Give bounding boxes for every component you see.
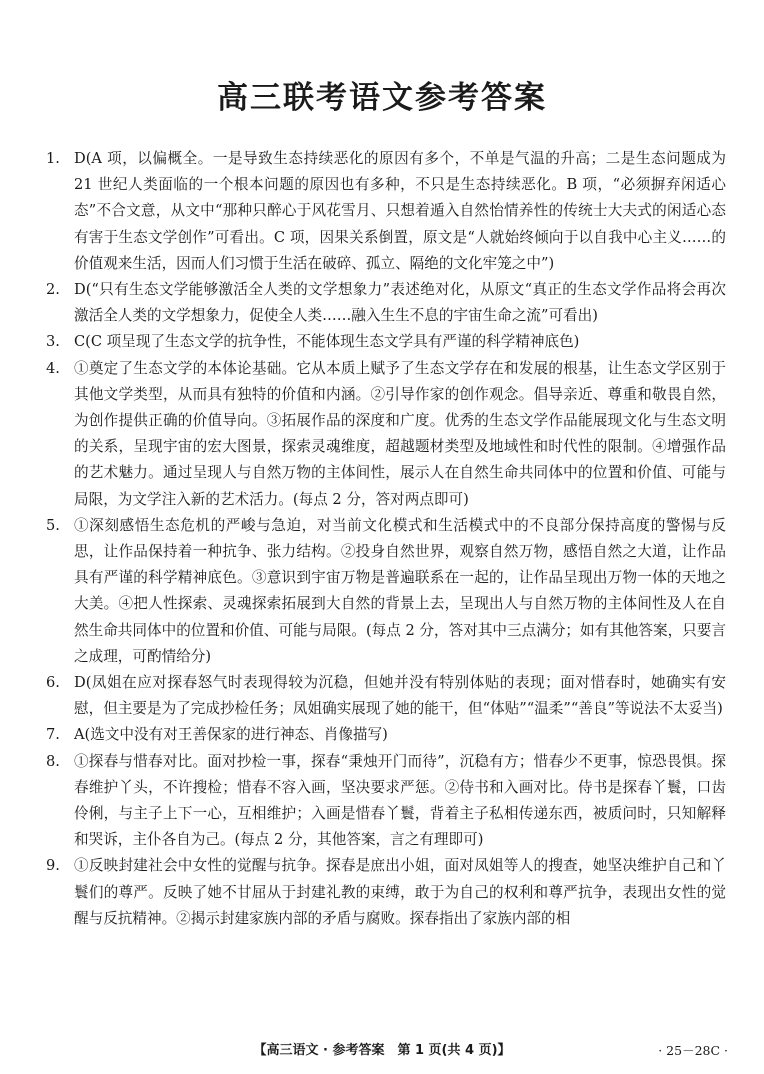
answer-text: ①反映封建社会中女性的觉醒与抗争。探春是庶出小姐，面对凤姐等人的搜查，她坚决维护自己和丫鬟们的尊严。反映了她不甘屈从于封建礼教的束缚，敢于为自己的权利和尊严抗争，表现出女性的觉醒与反抗精神。②揭示封建家族内部的矛盾与腐败。探春指出了家族内部的相 <box>74 857 726 927</box>
answer-text: ①探春与惜春对比。面对抄检一事，探春“秉烛开门而待”，沉稳有方；惜春少不更事，惊恐畏惧。探春维护丫头，不许搜检；惜春不容入画，坚决要求严惩。②侍书和入画对比。侍书是探春丫鬟，口齿伶俐，与主子上下一心，互相维护；入画是惜春丫鬟，背着主子私相传递东西，被质问时，只知解释和哭诉，主仆各自为己。(每点 2 分，其他答案，言之有理即可) <box>74 752 726 849</box>
answer-number: 1. <box>46 150 60 167</box>
answer-item-8 <box>46 749 726 854</box>
answer-item-5 <box>46 513 726 670</box>
answer-item-2 <box>46 277 726 329</box>
answer-text: D(凤姐在应对探春怒气时表现得较为沉稳，但她并没有特别体贴的表现；面对惜春时，她确实有安慰，但主要是为了完成抄检任务；凤姐确实展现了她的能干，但“体贴”“温柔”“善良”等说法不太妥当) <box>74 674 726 718</box>
answer-text: A(选文中没有对王善保家的进行神态、肖像描写) <box>74 726 388 744</box>
answer-item-1 <box>46 146 726 277</box>
answer-number: 5. <box>46 516 60 534</box>
answer-number: 8. <box>46 752 60 770</box>
page-title: 高三联考语文参考答案 <box>217 80 547 116</box>
answer-number: 4. <box>46 359 60 377</box>
answer-number: 2. <box>46 281 60 299</box>
answer-item-3 <box>46 329 726 355</box>
page-footer <box>0 1040 764 1062</box>
footer-page-info: 【高三语文 · 参考答案 第 1 页(共 4 页)】 <box>253 1043 511 1058</box>
answer-number: 7. <box>46 726 60 744</box>
answer-text: ①深刻感悟生态危机的严峻与急迫，对当前文化模式和生活模式中的不良部分保持高度的警惕与反思，让作品保持着一种抗争、张力结构。②投身自然世界，观察自然万物，感悟自然之大道，让作品具有严谨的科学精神底色。③意识到宇宙万物是普遍联系在一起的，让作品呈现出万物一体的天地之大美。④把人性探索、灵魂探索拓展到大自然的背景上去，呈现出人与自然万物的主体间性及人在自然生命共同体中的位置和价值、可能与局限。(每点 2 分，答对其中三点满分；如有其他答案，只要言之成理，可酌情给分) <box>74 516 726 665</box>
answer-list <box>46 146 726 932</box>
answer-number: 3. <box>46 333 60 351</box>
answer-item-4 <box>46 356 726 513</box>
answer-text: D(“只有生态文学能够激活全人类的文学想象力”表述绝对化，从原文“真正的生态文学作品将会再次激活全人类的文学想象力，促使全人类……融入生生不息的宇宙生命之流”可看出) <box>74 281 726 325</box>
answer-number: 6. <box>46 674 60 692</box>
answer-item-7 <box>46 722 726 748</box>
footer-code: · 25－28C · <box>658 1043 728 1058</box>
answer-item-9 <box>46 853 726 932</box>
answer-text: ①奠定了生态文学的本体论基础。它从本质上赋予了生态文学存在和发展的根基，让生态文学区别于其他文学类型，从而具有独特的价值和内涵。②引导作家的创作观念。倡导亲近、尊重和敬畏自然，为创作提供正确的价值导向。③拓展作品的深度和广度。优秀的生态文学作品能展现文化与生态文明的关系，呈现宇宙的宏大图景，探索灵魂维度，超越题材类型及地域性和时代性的限制。④增强作品的艺术魅力。通过呈现人与自然万物的主体间性，展示人在自然生命共同体中的位置和价值、可能与局限，为文学注入新的艺术活力。(每点 2 分，答对两点即可) <box>74 359 726 508</box>
answer-number: 9. <box>46 857 60 875</box>
answer-item-6 <box>46 670 726 722</box>
answer-text: D(A 项，以偏概全。一是导致生态持续恶化的原因有多个，不单是气温的升高；二是生态问题成为 21 世纪人类面临的一个根本问题的原因也有多种，不只是生态持续恶化。B 项，“必须摒弃闲适心态”不合文意，从文中“那种只醉心于风花雪月、只想着遁入自然怡情养性的传统士大夫式的闲适心态有害于生态文学创作”可看出。C 项，因果关系倒置，原文是“人就始终倾向于以自我中心主义……的价值观来生活，因而人们习惯于生活在破碎、孤立、隔绝的文化牢笼之中”) <box>74 150 726 272</box>
answer-text: C(C 项呈现了生态文学的抗争性，不能体现生态文学具有严谨的科学精神底色) <box>74 333 580 351</box>
